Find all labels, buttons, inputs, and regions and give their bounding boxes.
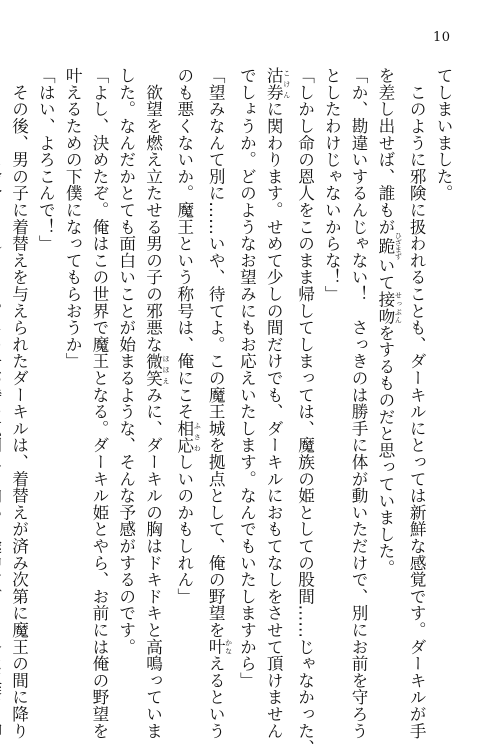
text-line	[32, 67, 59, 657]
text-line	[344, 67, 371, 739]
ruby-reading: ひざまず	[394, 232, 403, 260]
ruby-base: 微笑	[143, 352, 163, 387]
ruby-base: 接吻	[375, 290, 395, 325]
ruby-annotation	[206, 638, 233, 655]
ruby-base: 跪	[375, 232, 395, 260]
text-run: いて	[375, 257, 395, 291]
text-run: その後、男の子に着替えを与えられたダーキルは、着替えが済み次第に魔王の間に降り	[9, 67, 29, 739]
text-line	[170, 67, 201, 657]
ruby-reading: こけん	[282, 67, 291, 101]
text-run: に関わります。せめて少しの間だけでも、ダーキルにおもてなしをさせて頂けません	[264, 100, 284, 740]
text-line	[112, 67, 139, 657]
text-run: をするものだと思っていました。	[375, 324, 395, 577]
text-run: てしまいました。	[434, 67, 453, 202]
ruby-annotation	[143, 352, 171, 387]
ruby-reading: ほほえ	[162, 352, 171, 387]
text-run: 「よし、決めたぞ。俺はこの世界で魔王となる。ダーキル姫とやら、お前には俺の野望を	[89, 67, 109, 739]
text-line	[5, 67, 32, 739]
text-run	[0, 67, 2, 739]
text-run: としたわけじゃないからな！」	[322, 67, 342, 303]
text-run: を差し出せば、誰もが	[375, 67, 395, 235]
text-run: みに、ダーキルの胸はドキドキと高鳴っていま	[143, 386, 163, 740]
text-line	[233, 67, 260, 689]
text-run: した。なんだかとても面白いことが始まるような、そんな予感がするのです。	[116, 67, 136, 655]
ruby-annotation	[174, 419, 202, 454]
text-line	[318, 67, 345, 657]
text-line	[259, 67, 291, 740]
ruby-annotation	[375, 290, 403, 325]
text-run: のも悪くないか。魔王という称号は、俺にこそ	[174, 67, 194, 420]
text-line	[0, 67, 5, 657]
text-run: 「望みなんて別に……いや、待てよ。この魔王城を拠点として、俺の野望を	[206, 67, 226, 639]
ruby-base: 沽券	[264, 67, 284, 101]
ruby-reading: せっぷん	[394, 290, 403, 325]
text-line	[58, 67, 85, 657]
text-run: 「はい、よろこんで！」	[36, 67, 56, 252]
text-run: 「か、勘違いするんじゃない！ さっきのは勝手に体が動いただけで、別にお前を守ろう	[349, 67, 369, 739]
text-line	[139, 67, 171, 740]
ruby-base: 相応	[174, 419, 194, 454]
page-number: 10	[433, 30, 451, 45]
text-line	[371, 67, 402, 657]
text-line	[201, 67, 233, 739]
ruby-reading: かな	[224, 638, 233, 655]
text-run: しいのかもしれん」	[174, 453, 194, 605]
text-line	[402, 67, 429, 739]
text-run: でしょうか。どのようなお望みにもお応えいたします。なんでもいたしますから」	[237, 67, 257, 689]
ruby-reading: ふさわ	[193, 419, 202, 454]
text-run: えるという	[206, 655, 226, 739]
ruby-base: 叶	[206, 638, 226, 655]
text-run: 叶えるための下僕になってもらおうか」	[63, 67, 83, 370]
ruby-annotation	[375, 232, 403, 260]
text-line	[85, 67, 112, 739]
ruby-annotation	[264, 67, 291, 101]
text-line	[291, 67, 318, 756]
text-line	[429, 67, 456, 657]
text-run: 欲望を燃え立たせる男の子の邪悪な	[143, 67, 163, 353]
text-run: 「しかし命の恩人をこのまま帰してしまっては、魔族の姫としての股間……じゃなかった、	[295, 67, 315, 756]
text-run: このように邪険に扱われることも、ダーキルにとっては新鮮な感覚です。ダーキルが手	[407, 67, 427, 739]
vertical-text-body	[9, 67, 456, 756]
